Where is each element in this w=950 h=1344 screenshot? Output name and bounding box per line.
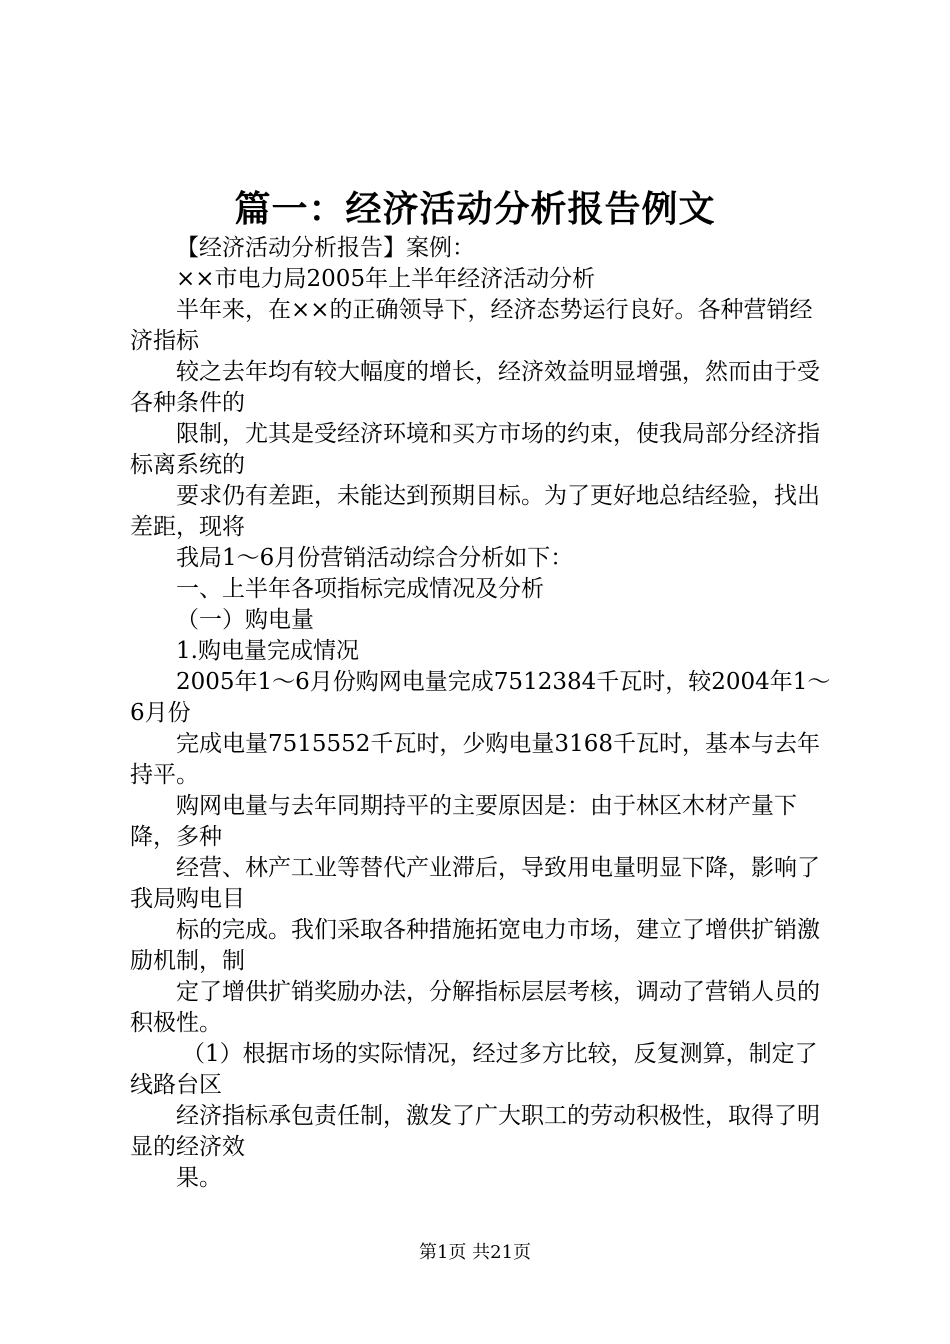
paragraph: 经济指标承包责任制，激发了广大职工的劳动积极性，取得了明显的经济效 [130,1103,820,1160]
paragraph: 2005年1～6月份购网电量完成7512384千瓦时，较2004年1～6月份 [130,669,831,726]
paragraph: 较之去年均有较大幅度的增长，经济效益明显增强，然而由于受各种条件的 [130,359,820,416]
section-heading: 一、上半年各项指标完成情况及分析 [176,576,544,602]
paragraph: 完成电量7515552千瓦时，少购电量3168千瓦时，基本与去年持平。 [130,731,820,788]
paragraph: 标的完成。我们采取各种措施拓宽电力市场，建立了增供扩销激励机制，制 [130,917,820,974]
paragraph: 果。 [176,1165,222,1191]
paragraph: 购网电量与去年同期持平的主要原因是：由于林区木材产量下降，多种 [130,793,797,850]
document-title: 篇一：经济活动分析报告例文 [234,188,716,230]
paragraph: 经营、林产工业等替代产业滞后，导致用电量明显下降，影响了我局购电目 [130,855,820,912]
paragraph: （1）根据市场的实际情况，经过多方比较，反复测算，制定了线路台区 [130,1041,818,1098]
document-body [130,233,835,1194]
paragraph: 定了增供扩销奖励办法，分解指标层层考核，调动了营销人员的积极性。 [130,979,820,1036]
paragraph: 限制，尤其是受经济环境和买方市场的约束，使我局部分经济指标离系统的 [130,421,820,478]
paragraph: ××市电力局2005年上半年经济活动分析 [176,266,596,292]
page-footer: 第1页 共21页 [418,1242,532,1263]
subsection-heading: （一）购电量 [176,607,314,633]
paragraph: 我局1～6月份营销活动综合分析如下： [176,545,574,571]
paragraph: 要求仍有差距，未能达到预期目标。为了更好地总结经验，找出差距，现将 [130,483,820,540]
subsection-heading: 1.购电量完成情况 [176,638,359,664]
paragraph: 【经济活动分析报告】案例： [176,235,475,261]
paragraph: 半年来，在××的正确领导下，经济态势运行良好。各种营销经济指标 [130,297,813,354]
